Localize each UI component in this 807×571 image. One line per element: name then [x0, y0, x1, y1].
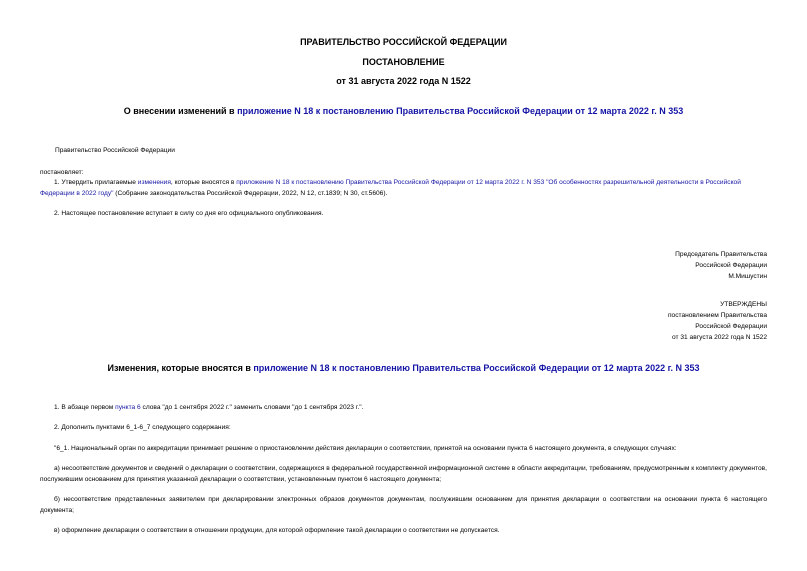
- document-title-link[interactable]: приложение N 18 к постановлению Правительства Российской Федерации от 12 марта 2022 г. N 353: [237, 106, 684, 116]
- item-1-text-a: 1. Утвердить прилагаемые: [54, 179, 138, 186]
- item-1-text-b: , которые вносятся в: [170, 179, 237, 186]
- item-1: [40, 177, 770, 199]
- change-5: б) несоответствие представленных заявителем при декларировании электронных образов документов документам, послужившим основанием для принятия декларации о соответствии на основании пункта 6 настоящего документа;: [40, 496, 767, 514]
- preamble-gov: Правительство Российской Федерации: [55, 147, 175, 154]
- signature-line-3: М.Мишустин: [728, 273, 767, 280]
- approved-block: [668, 299, 767, 343]
- preamble-decree: постановляет:: [40, 169, 84, 176]
- change-3: "6_1. Национальный орган по аккредитации принимает решение о приостановлении действия декларации о соответствии, принятой на основании пункта 6 настоящего документа, в следующих случаях:: [54, 445, 677, 452]
- approved-line-4: от 31 августа 2022 года N 1522: [672, 334, 767, 341]
- change-1: [54, 402, 363, 413]
- changes-title: [0, 362, 807, 374]
- changes-title-link[interactable]: приложение N 18 к постановлению Правительства Российской Федерации от 12 марта 2022 г. N 353: [253, 363, 700, 373]
- item-2: 2. Настоящее постановление вступает в силу со дня его официального опубликования.: [54, 210, 324, 217]
- changes-title-prefix: Изменения, которые вносятся в: [107, 363, 254, 373]
- change-1-link[interactable]: пункта 6: [115, 404, 141, 411]
- document-title: [0, 105, 807, 117]
- doc-type: ПОСТАНОВЛЕНИЕ: [362, 57, 445, 67]
- signature-block: [675, 249, 767, 282]
- doc-date-number: от 31 августа 2022 года N 1522: [336, 76, 471, 86]
- approved-line-1: УТВЕРЖДЕНЫ: [720, 301, 767, 308]
- change-4: а) несоответствие документов и сведений о декларации о соответствии, содержащихся в федеральной государственной информационной системе в области аккредитации, требованиям, предусмотренным к комплекту документов, послужившим основанием для принятия указанной декларации о соответствии, установленным пунктом 6 настоящего документа;: [40, 465, 767, 483]
- change-6: в) оформление декларации о соответствии в отношении продукции, для которой оформление такой декларации о соответствии не допускается.: [54, 527, 500, 534]
- org-title: ПРАВИТЕЛЬСТВО РОССИЙСКОЙ ФЕДЕРАЦИИ: [300, 37, 507, 47]
- change-1-text-b: слова "до 1 сентября 2022 г." заменить словами "до 1 сентября 2023 г.".: [140, 404, 364, 411]
- approved-line-2: постановлением Правительства: [667, 312, 767, 319]
- signature-line-2: Российской Федерации: [695, 262, 767, 269]
- document-title-prefix: О внесении изменений в: [123, 106, 238, 116]
- change-2: 2. Дополнить пунктами 6_1-6_7 следующего содержания:: [54, 424, 231, 431]
- change-1-text-a: 1. В абзаце первом: [54, 404, 116, 411]
- item-1-link-changes[interactable]: изменения: [137, 179, 171, 186]
- item-1-link-appendix[interactable]: приложение N 18 к постановлению Правительства Российской Федерации от 12 марта 2022 г. N 353 "Об особенностях разрешительной деятельности в Российской Федерации в 2022 году": [40, 179, 741, 197]
- item-1-text-c: (Собрание законодательства Российской Федерации, 2022, N 12, ст.1839; N 30, ст.5606).: [113, 190, 388, 197]
- signature-line-1: Председатель Правительства: [675, 251, 767, 258]
- approved-line-3: Российской Федерации: [695, 323, 767, 330]
